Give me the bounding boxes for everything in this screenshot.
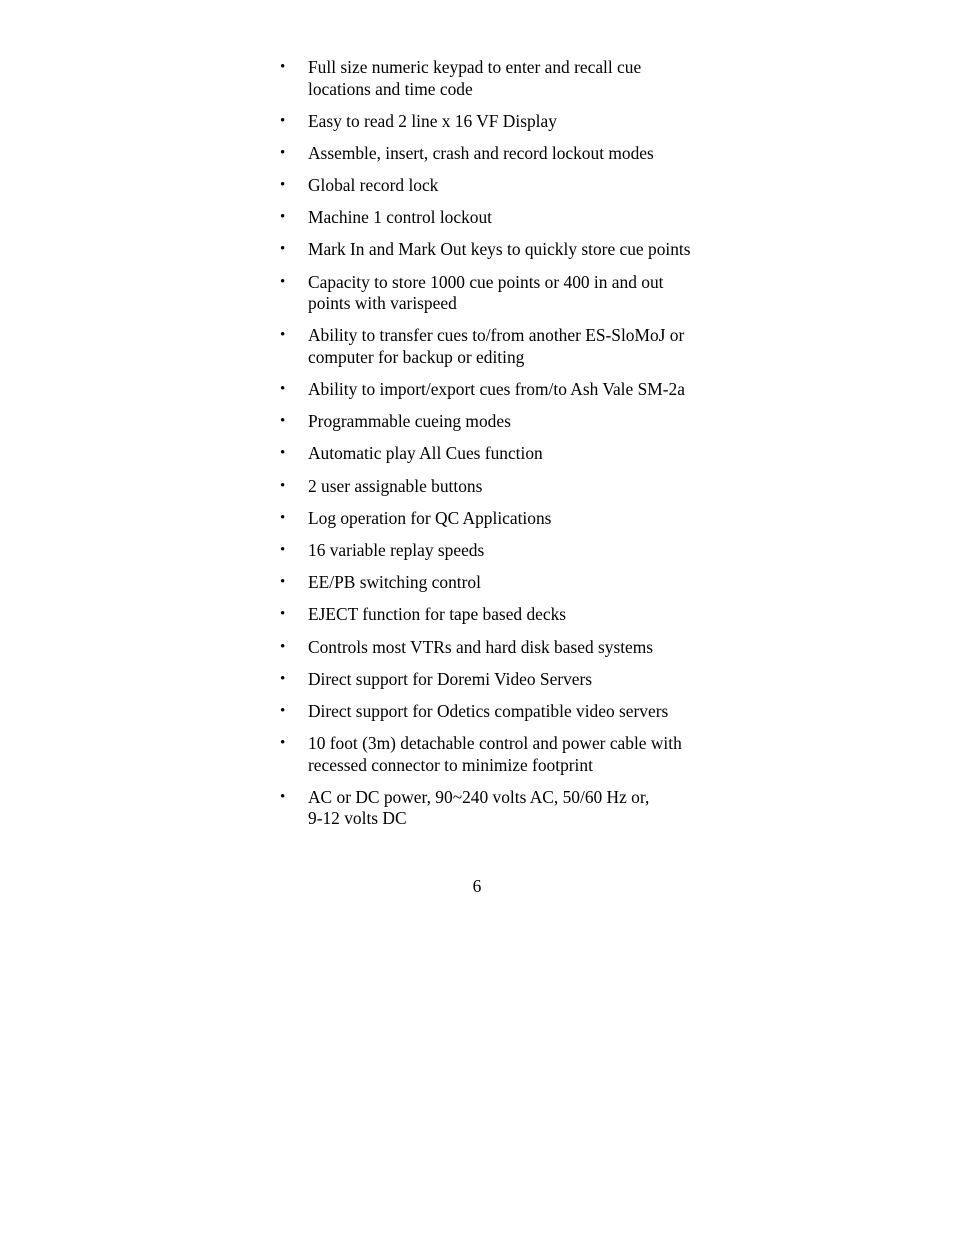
bullet-icon: • (280, 541, 286, 558)
feature-text: Log operation for QC Applications (308, 507, 552, 528)
feature-text: AC or DC power, 90~240 volts AC, 50/60 Hz or, 9-12 volts DC (308, 786, 650, 829)
page-number: 6 (472, 876, 482, 896)
feature-text: 2 user assignable buttons (308, 475, 483, 496)
feature-text: EJECT function for tape based decks (308, 604, 567, 625)
bullet-icon: • (280, 327, 286, 344)
feature-item (280, 272, 740, 315)
feature-text: Direct support for Odetics compatible video servers (308, 700, 669, 721)
feature-item (280, 701, 740, 723)
feature-item (280, 207, 740, 229)
bullet-icon: • (280, 638, 286, 655)
feature-item (280, 325, 740, 368)
feature-text: Controls most VTRs and hard disk based systems (308, 636, 654, 657)
feature-item (280, 379, 740, 401)
feature-list (280, 57, 740, 840)
feature-item (280, 540, 740, 562)
feature-item (280, 476, 740, 498)
feature-text: Programmable cueing modes (308, 411, 511, 432)
bullet-icon: • (280, 574, 286, 591)
bullet-icon: • (280, 702, 286, 719)
feature-item (280, 411, 740, 433)
bullet-icon: • (280, 606, 286, 623)
feature-item (280, 733, 740, 776)
bullet-icon: • (280, 209, 286, 226)
bullet-icon: • (280, 509, 286, 526)
bullet-icon: • (280, 241, 286, 258)
feature-item (280, 787, 740, 830)
feature-item (280, 604, 740, 626)
feature-item (280, 143, 740, 165)
bullet-icon: • (280, 59, 286, 75)
bullet-icon: • (280, 445, 286, 462)
feature-item (280, 443, 740, 465)
feature-item (280, 572, 740, 594)
feature-item (280, 508, 740, 530)
feature-text: Ability to import/export cues from/to Ash Vale SM-2a (308, 379, 685, 399)
feature-item (280, 239, 740, 261)
feature-item (280, 57, 740, 100)
bullet-icon: • (280, 670, 286, 687)
bullet-icon: • (280, 177, 286, 194)
feature-text: 10 foot (3m) detachable control and power cable with recessed connector to minimize footprint (308, 733, 682, 775)
feature-item (280, 669, 740, 691)
feature-text: Machine 1 control lockout (308, 207, 493, 228)
feature-item (280, 111, 740, 133)
feature-item (280, 637, 740, 659)
feature-text: Automatic play All Cues function (308, 443, 543, 464)
bullet-icon: • (280, 112, 286, 129)
feature-text: 16 variable replay speeds (308, 539, 485, 560)
feature-text: Direct support for Doremi Video Servers (308, 668, 593, 689)
feature-text: Easy to read 2 line x 16 VF Display (308, 110, 557, 131)
bullet-icon: • (280, 788, 286, 805)
feature-text: Ability to transfer cues to/from another ES-SloMoJ or computer for backup or editing (308, 325, 685, 367)
feature-item (280, 175, 740, 197)
feature-text: Capacity to store 1000 cue points or 400 in and out points with varispeed (308, 271, 664, 314)
feature-text: Mark In and Mark Out keys to quickly store cue points (308, 239, 691, 260)
bullet-icon: • (280, 381, 286, 397)
bullet-icon: • (280, 273, 286, 290)
feature-text: Assemble, insert, crash and record lockout modes (308, 142, 654, 163)
bullet-icon: • (280, 413, 286, 430)
bullet-icon: • (280, 477, 286, 494)
bullet-icon: • (280, 144, 286, 161)
feature-text: Global record lock (308, 175, 439, 196)
feature-text: Full size numeric keypad to enter and recall cue locations and time code (308, 57, 642, 99)
bullet-icon: • (280, 735, 286, 752)
feature-text: EE/PB switching control (308, 572, 481, 593)
